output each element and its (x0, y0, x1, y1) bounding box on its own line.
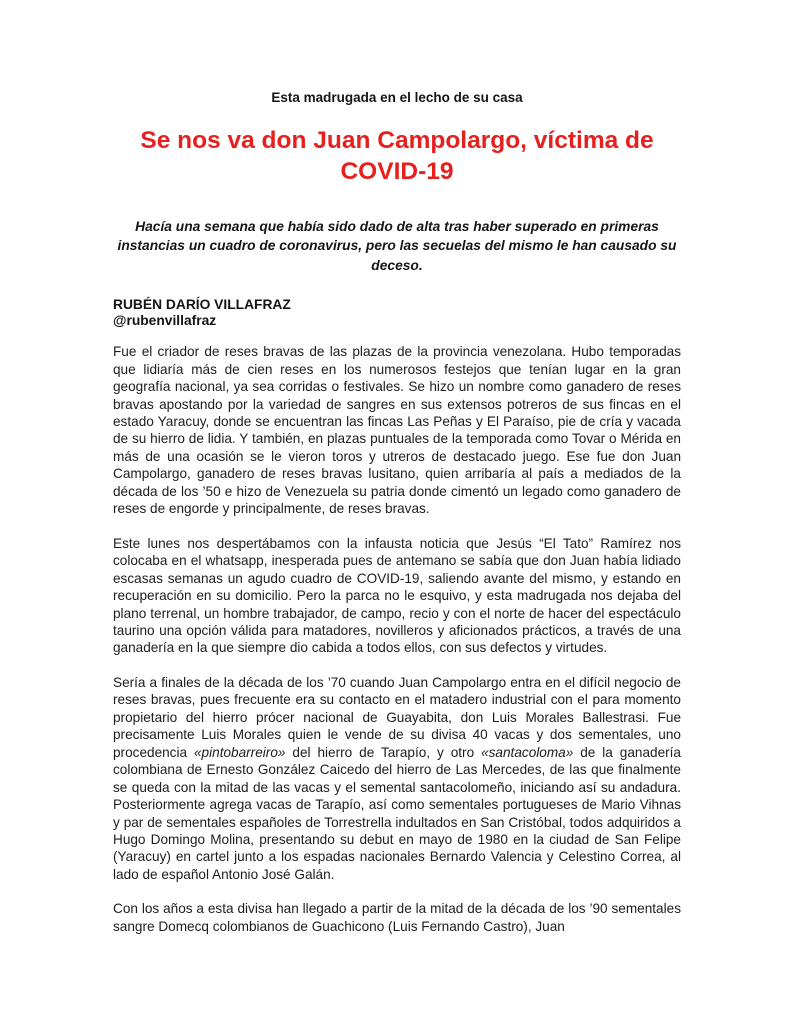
paragraph-text: Fue el criador de reses bravas de las plazas de la provincia venezolana. Hubo temporadas que lidiaría más de cien reses en los numerosos festejos que tenían lugar en la gran geografía nacional, ya sea corridas o festivales. Se hizo un nombre como ganadero de reses bravas apostando por la variedad de sangres en sus extensos potreros de sus fincas en el estado Yaracuy, donde se encuentran las fincas Las Peñas y El Paraíso, pie de cría y vacada de su hierro de lidia. Y también, en plazas puntuales de la temporada como Tovar o Mérida en más de una ocasión se le vieron toros y utreros de destacado juego. Ese fue don Juan Campolargo, ganadero de reses bravas lusitano, quien arribaría al país a mediados de la década de los ’50 e hizo de Venezuela su patria donde cimentó un legado como ganadero de reses de engorde y principalmente, de reses bravas. (113, 344, 681, 517)
article-headline: Se nos va don Juan Campolargo, víctima de COVID-19 (140, 127, 654, 186)
paragraph-text: del hierro de Tarapío, y otro (285, 744, 482, 760)
article-paragraph (113, 674, 681, 883)
paragraph-text: Sería a finales de la década de los ’70 cuando Juan Campolargo entra en el difícil negocio de reses bravas, pues frecuente era su contacto en el matadero industrial con el para momento propietario del hierro prócer nacional de Guayabita, don Luis Morales Ballestrasi. Fue precisamente Luis Morales quien le vende de su divisa 40 vacas y dos sementales, uno procedencia (113, 674, 681, 760)
emphasized-text: «santacoloma» (481, 744, 574, 760)
article-kicker: Esta madrugada en el lecho de su casa (271, 90, 523, 105)
author-handle: @rubenvillafraz (113, 312, 217, 328)
emphasized-text: «pintobarreiro» (194, 744, 286, 760)
article-byline (113, 297, 681, 330)
paragraph-text: de la ganadería colombiana de Ernesto González Caicedo del hierro de Las Mercedes, de las que finalmente se queda con la mitad de las vacas y el semental santacolomeño, iniciando así su andadura. Posteriormente agrega vacas de Tarapío, así como sementales portugueses de Mario Vihnas y par de sementales españoles de Torrestrella indultados en San Cristóbal, todos adquiridos a Hugo Domingo Molina, presentando su debut en mayo de 1980 en la ciudad de San Felipe (Yaracuy) en cartel junto a los espadas nacionales Bernardo Valencia y Celestino Correa, al lado de español Antonio José Galán. (113, 744, 681, 882)
article-deck: Hacía una semana que había sido dado de alta tras haber superado en primeras instancias un cuadro de coronavirus, pero las secuelas del mismo le han causado su deceso. (117, 218, 677, 274)
paragraph-text: Con los años a esta divisa han llegado a partir de la mitad de la década de los ’90 sementales sangre Domecq colombianos de Guachicono (Luis Fernando Castro), Juan (113, 901, 681, 934)
author-name: RUBÉN DARÍO VILLAFRAZ (113, 296, 291, 312)
article-paragraph (113, 535, 681, 657)
article-paragraph (113, 343, 681, 518)
article-body (113, 343, 681, 935)
article-paragraph (113, 900, 681, 935)
paragraph-text: Este lunes nos despertábamos con la infausta noticia que Jesús “El Tato” Ramírez nos colocaba en el whatsapp, inesperada pues de antemano se sabía que don Juan había lidiado escasas semanas un agudo cuadro de COVID-19, saliendo avante del mismo, y estando en recuperación en su domicilio. Pero la parca no le esquivo, y esta madrugada nos dejaba del plano terrenal, un hombre trabajador, de campo, recio y con el norte de hacer del espectáculo taurino una opción válida para matadores, novilleros y aficionados prácticos, a través de una ganadería en la que siempre dio cabida a todos ellos, con sus defectos y virtudes. (113, 535, 681, 656)
